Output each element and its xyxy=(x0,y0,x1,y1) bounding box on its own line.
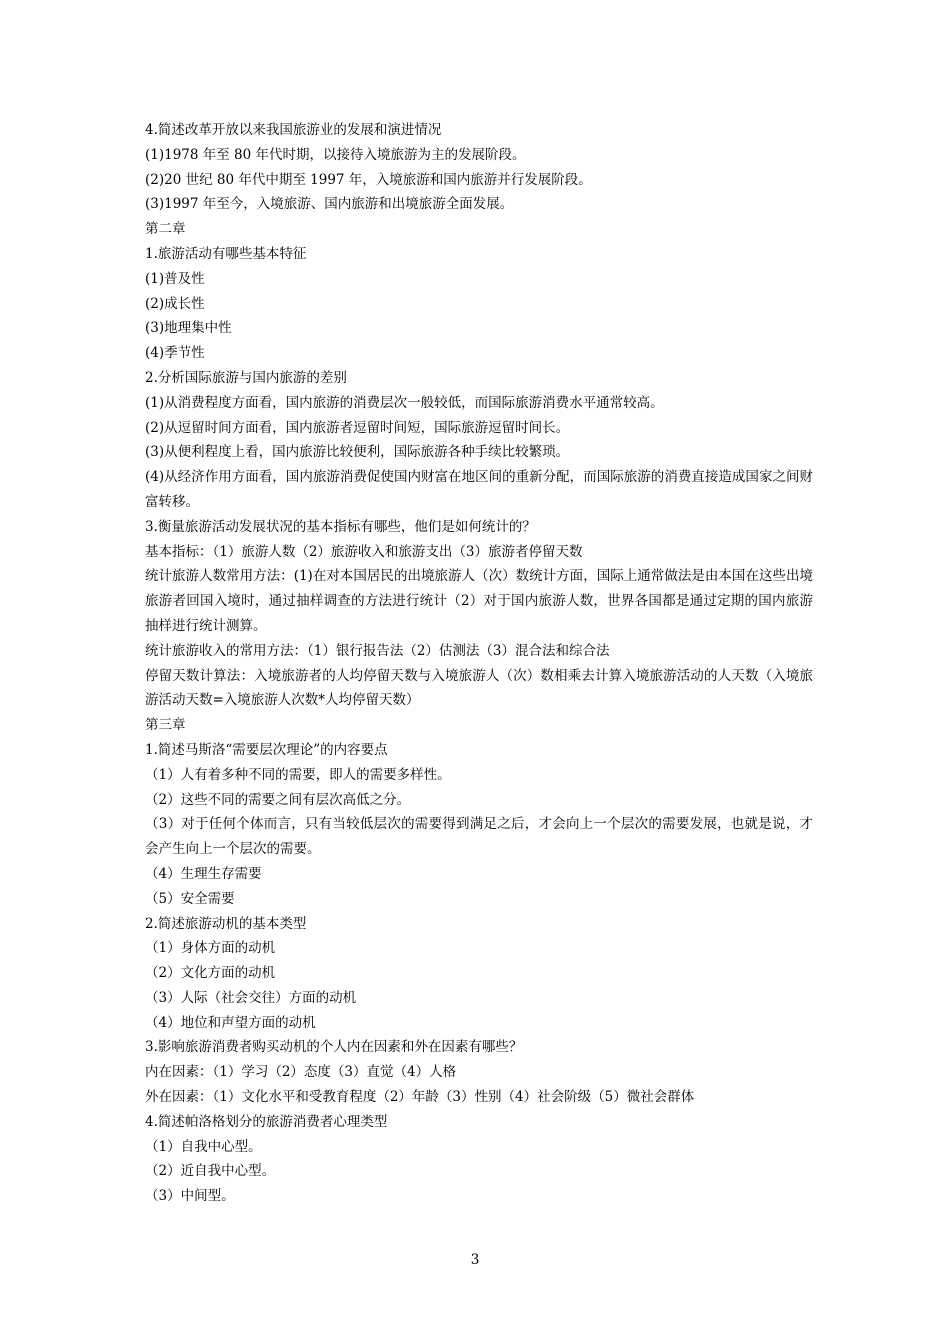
heading-question-2-differences: 2.分析国际旅游与国内旅游的差别 xyxy=(145,369,347,386)
list-item: （3）中间型。 xyxy=(145,1188,235,1205)
list-item: (3)从便利程度上看，国内旅游比较便利，国际旅游各种手续比较繁琐。 xyxy=(145,444,570,461)
paragraph: 停留天数计算法：入境旅游者的人均停留天数与入境旅游人（次）数相乘去计算入境旅游活动的人天数（入境旅游活动天数=入境旅游人次数*人均停留天数） xyxy=(145,667,813,709)
list-item: (2)从逗留时间方面看，国内旅游者逗留时间短，国际旅游逗留时间长。 xyxy=(145,419,570,436)
heading-question-1-features: 1.旅游活动有哪些基本特征 xyxy=(145,245,307,262)
list-item: （3）人际（社会交往）方面的动机 xyxy=(145,989,357,1006)
page-number: 3 xyxy=(470,1252,480,1268)
chapter-3-title: 第三章 xyxy=(145,717,186,734)
paragraph: 内在因素：（1）学习（2）态度（3）直觉（4）人格 xyxy=(145,1064,457,1081)
list-item: （4）地位和声望方面的动机 xyxy=(145,1014,316,1031)
list-item: （2）这些不同的需要之间有层次高低之分。 xyxy=(145,791,411,808)
list-item: （2）近自我中心型。 xyxy=(145,1163,276,1180)
list-item: （1）自我中心型。 xyxy=(145,1138,262,1155)
list-item: (3)地理集中性 xyxy=(145,320,232,337)
list-item: (4)季节性 xyxy=(145,345,205,362)
list-item: (2)成长性 xyxy=(145,295,205,312)
list-item: （1）身体方面的动机 xyxy=(145,940,276,957)
heading-question-3-factors: 3.影响旅游消费者购买动机的个人内在因素和外在因素有哪些？ xyxy=(145,1039,523,1056)
paragraph: 基本指标：（1）旅游人数（2）旅游收入和旅游支出（3）旅游者停留天数 xyxy=(145,543,583,560)
list-item: (3)1997 年至今，入境旅游、国内旅游和出境旅游全面发展。 xyxy=(145,196,514,213)
heading-question-4-development: 4.简述改革开放以来我国旅游业的发展和演进情况 xyxy=(145,122,442,138)
heading-question-1-maslow: 1.简述马斯洛“需要层次理论”的内容要点 xyxy=(145,741,388,758)
list-item: （5）安全需要 xyxy=(145,890,235,907)
list-item: （1）人有着多种不同的需要，即人的需要多样性。 xyxy=(145,766,451,783)
page-body xyxy=(145,118,813,1209)
paragraph: 外在因素：（1）文化水平和受教育程度（2）年龄（3）性别（4）社会阶级（5）微社会群体 xyxy=(145,1089,695,1106)
heading-question-3-indicators: 3.衡量旅游活动发展状况的基本指标有哪些，他们是如何统计的？ xyxy=(145,518,536,535)
heading-question-2-motivation-types: 2.简述旅游动机的基本类型 xyxy=(145,915,307,932)
heading-question-4-plog-types: 4.简述帕洛格划分的旅游消费者心理类型 xyxy=(145,1113,388,1130)
chapter-2-title: 第二章 xyxy=(145,221,186,238)
list-item: (4)从经济作用方面看，国内旅游消费促使国内财富在地区间的重新分配，而国际旅游的消费直接造成国家之间财富转移。 xyxy=(145,469,813,510)
paragraph: 统计旅游人数常用方法：(1)在对本国居民的出境旅游人（次）数统计方面，国际上通常做法是由本国在这些出境旅游者回国入境时，通过抽样调查的方法进行统计（2）对于国内旅游人数，世界各国都是通过定期的国内旅游抽样进行统计测算。 xyxy=(145,568,813,634)
list-item: (1)普及性 xyxy=(145,270,205,287)
list-item: (1)1978 年至 80 年代时期，以接待入境旅游为主的发展阶段。 xyxy=(145,146,526,163)
list-item: (1)从消费程度方面看，国内旅游的消费层次一般较低，而国际旅游消费水平通常较高。 xyxy=(145,394,664,411)
list-item: （3）对于任何个体而言，只有当较低层次的需要得到满足之后，才会向上一个层次的需要发展，也就是说，才会产生向上一个层次的需要。 xyxy=(145,816,813,858)
list-item: （2）文化方面的动机 xyxy=(145,965,276,982)
list-item: （4）生理生存需要 xyxy=(145,865,262,882)
paragraph: 统计旅游收入的常用方法：（1）银行报告法（2）估测法（3）混合法和综合法 xyxy=(145,642,610,659)
list-item: (2)20 世纪 80 年代中期至 1997 年，入境旅游和国内旅游并行发展阶段。 xyxy=(145,171,592,188)
